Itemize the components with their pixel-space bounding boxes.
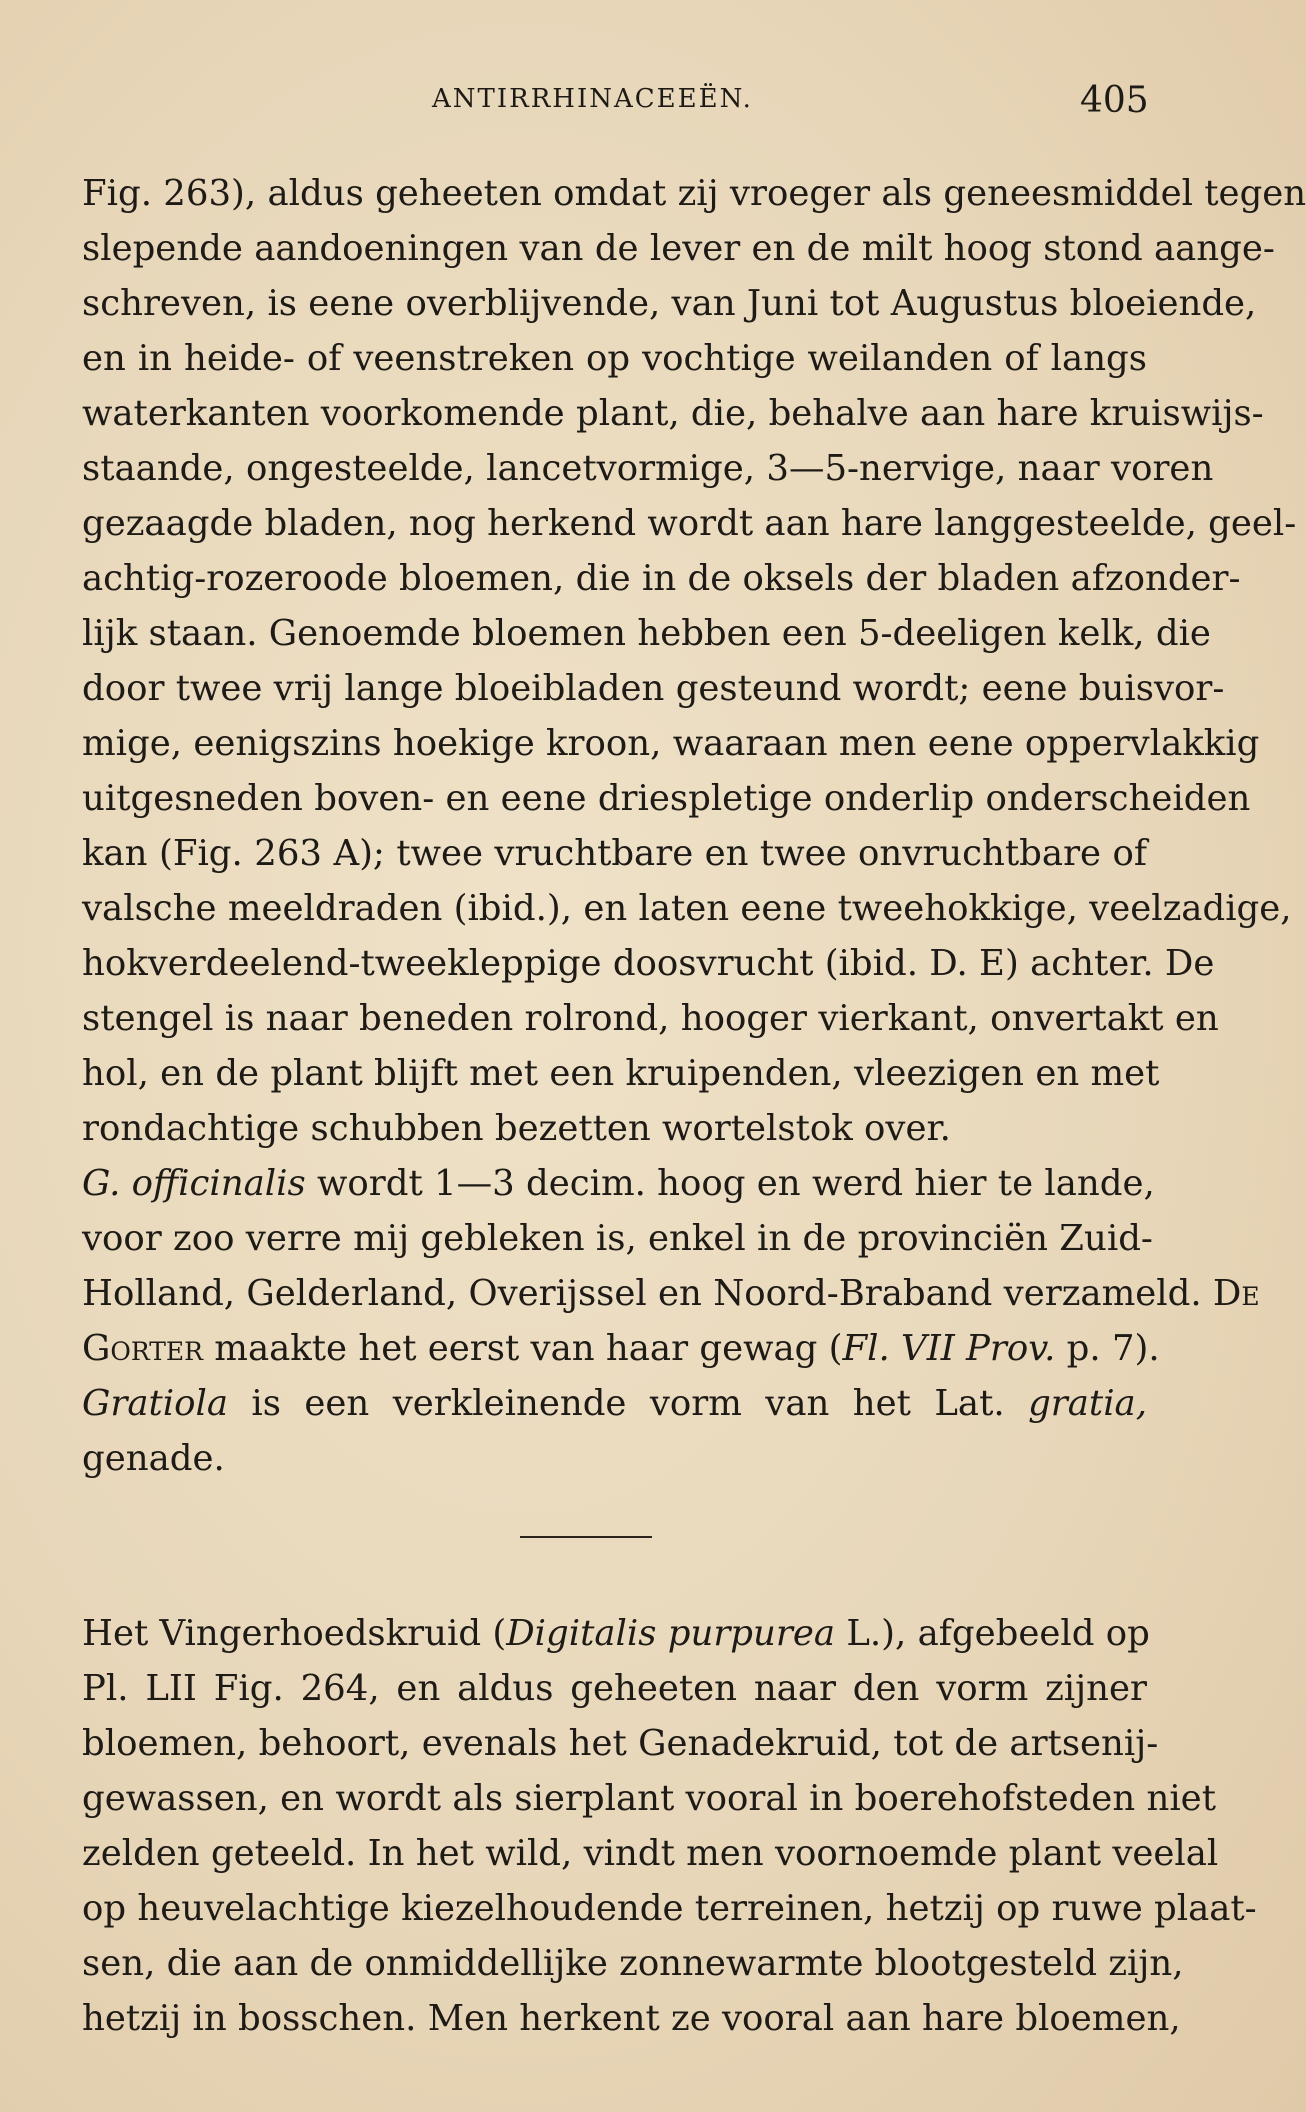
text-line: [82, 1613, 1150, 1656]
species-name: G. officinalis: [82, 1163, 306, 1204]
latin-word: gratia,: [1028, 1383, 1147, 1424]
text-line: op heuvelachtige kiezelhoudende terreinen, hetzij op ruwe plaat-: [82, 1888, 1257, 1929]
author-name: Gorter: [82, 1328, 203, 1369]
text-segment: Het Vingerhoedskruid (: [82, 1613, 507, 1654]
citation: Fl. VII Prov.: [842, 1328, 1056, 1369]
text-line: hol, en de plant blijft met een kruipenden, vleezigen en met: [82, 1053, 1160, 1094]
text-line: lijk staan. Genoemde bloemen hebben een 5-deeligen kelk, die: [82, 613, 1211, 654]
text-line: [82, 1273, 1260, 1316]
text-line: [82, 1384, 1147, 1426]
genus-name: Gratiola: [82, 1383, 229, 1424]
text-segment: Holland, Gelderland, Overijssel en Noord-Braband verzameld.: [82, 1273, 1213, 1314]
text-line: kan (Fig. 263 A); twee vruchtbare en twee onvruchtbare of: [82, 833, 1147, 874]
text-line: sen, die aan de onmiddellijke zonnewarmte blootgesteld zijn,: [82, 1943, 1184, 1984]
page-number: 405: [1080, 80, 1149, 121]
author-name: De: [1212, 1273, 1260, 1314]
text-segment: wordt 1—3 decim. hoog en werd hier te lande,: [305, 1163, 1155, 1204]
text-segment: L.), afgebeeld op: [835, 1613, 1150, 1654]
text-line: bloemen, behoort, evenals het Genadekruid, tot de artsenij-: [82, 1723, 1159, 1764]
text-line: Fig. 263), aldus geheeten omdat zij vroeger als geneesmiddel tegen: [82, 173, 1306, 214]
text-line: [82, 1328, 1160, 1371]
text-segment: maakte het eerst van haar gewag (: [203, 1328, 843, 1369]
text-line: voor zoo verre mij gebleken is, enkel in de provinciën Zuid-: [82, 1218, 1153, 1259]
text-line: genade.: [82, 1438, 225, 1479]
text-line: gewassen, en wordt als sierplant vooral in boerehofsteden niet: [82, 1778, 1216, 1819]
text-segment: p. 7).: [1055, 1328, 1160, 1369]
text-line: slepende aandoeningen van de lever en de milt hoog stond aange-: [82, 228, 1275, 269]
text-line: [82, 1163, 1155, 1206]
page-header: [0, 80, 1193, 124]
text-line: hetzij in bosschen. Men herkent ze vooral aan hare bloemen,: [82, 1998, 1181, 2039]
text-line: en in heide- of veenstreken op vochtige weilanden of langs: [82, 338, 1147, 379]
text-line: uitgesneden boven- en eene driespletige onderlip onderscheiden: [82, 778, 1251, 819]
text-line: schreven, is eene overblijvende, van Juni tot Augustus bloeiende,: [82, 283, 1257, 324]
section-divider: [520, 1536, 652, 1538]
text-line: rondachtige schubben bezetten wortelstok over.: [82, 1108, 951, 1149]
text-line: Pl. LII Fig. 264, en aldus geheeten naar den vorm zijner: [82, 1668, 1147, 1709]
text-segment: is een verkleinende vorm van het Lat.: [228, 1383, 1029, 1424]
text-line: achtig-rozeroode bloemen, die in de oksels der bladen afzonder-: [82, 558, 1241, 599]
text-line: zelden geteeld. In het wild, vindt men voornoemde plant veelal: [82, 1833, 1219, 1874]
text-line: door twee vrij lange bloeibladen gesteund wordt; eene buisvor-: [82, 668, 1225, 709]
text-line: stengel is naar beneden rolrond, hooger vierkant, onvertakt en: [82, 998, 1219, 1039]
text-line: valsche meeldraden (ibid.), en laten eene tweehokkige, veelzadige,: [82, 888, 1292, 929]
species-name: Digitalis purpurea: [506, 1613, 836, 1654]
text-line: waterkanten voorkomende plant, die, behalve aan hare kruiswijs-: [82, 393, 1264, 434]
running-title: ANTIRRHINACEEËN.: [432, 84, 753, 114]
text-line: mige, eenigszins hoekige kroon, waaraan men eene oppervlakkig: [82, 723, 1260, 764]
text-line: gezaagde bladen, nog herkend wordt aan hare langgesteelde, geel-: [82, 503, 1297, 544]
text-line: staande, ongesteelde, lancetvormige, 3—5-nervige, naar voren: [82, 448, 1214, 489]
text-line: hokverdeelend-tweekleppige doosvrucht (ibid. D. E) achter. De: [82, 943, 1215, 984]
